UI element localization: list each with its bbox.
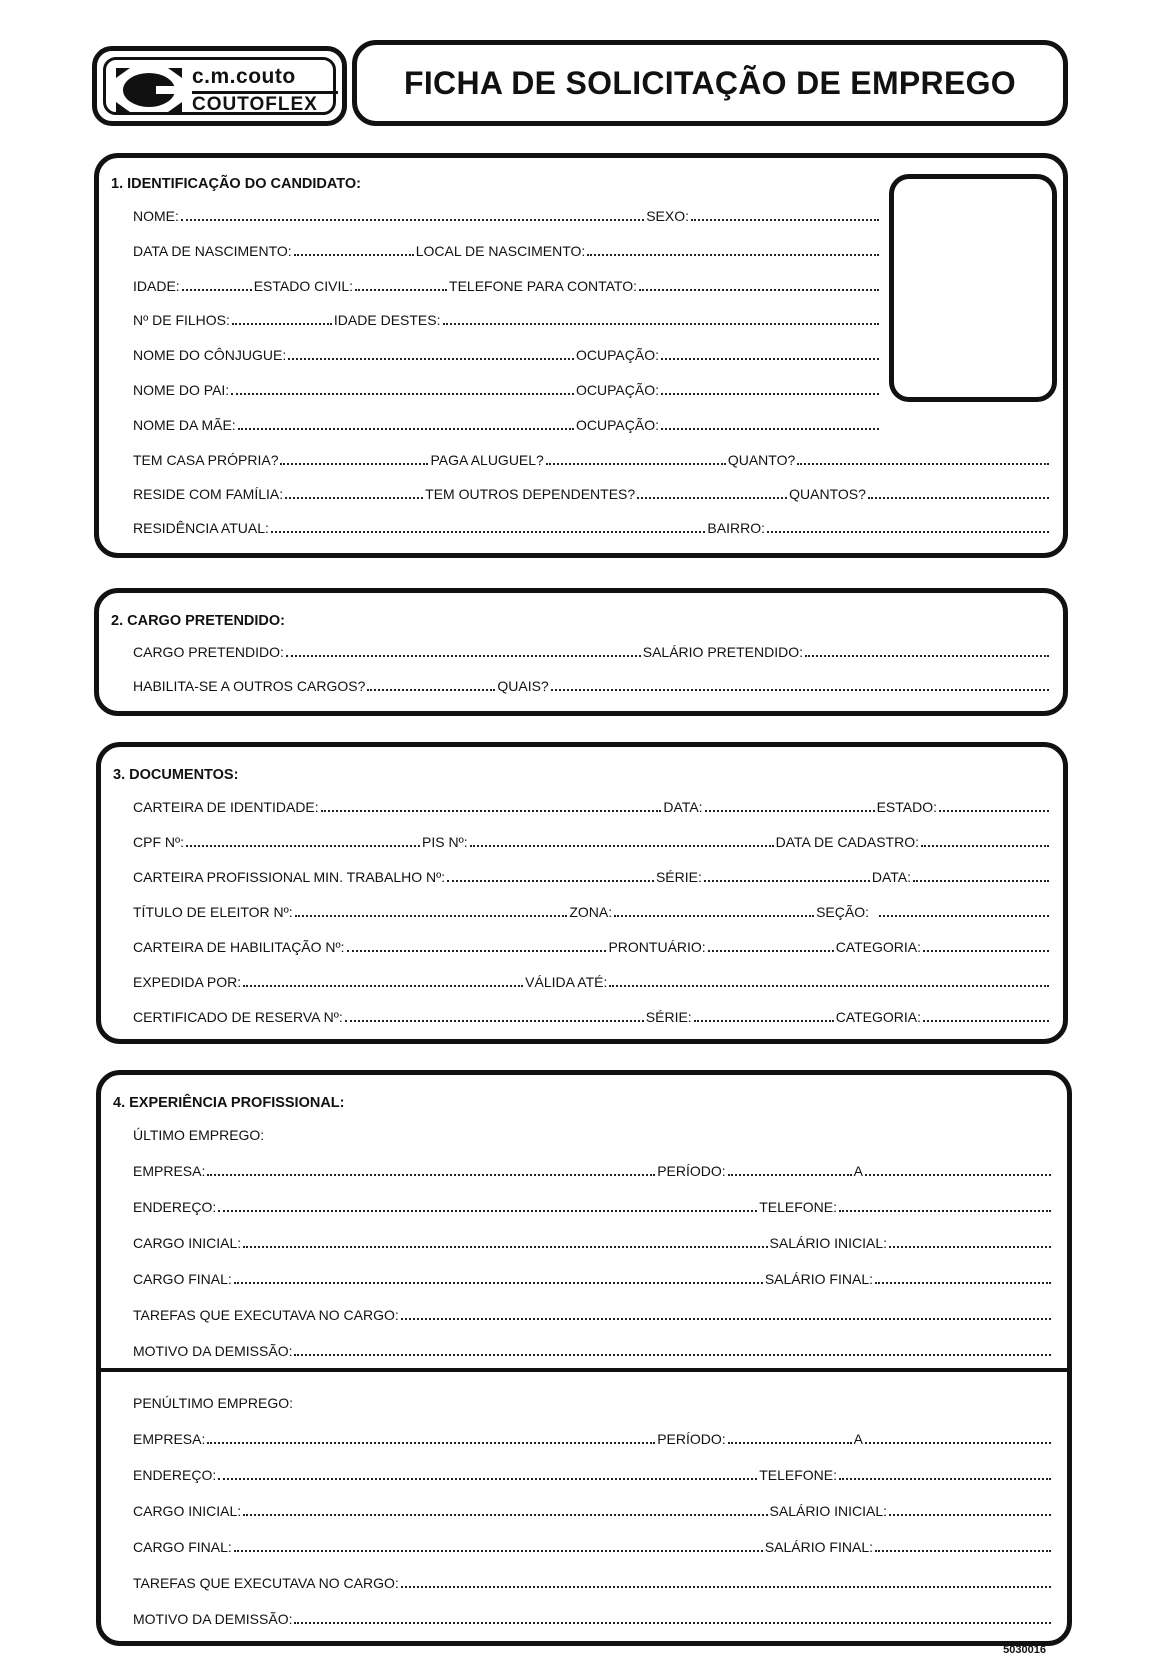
- label-ocupacao: OCUPAÇÃO:: [576, 347, 659, 363]
- field-categoria-reserva[interactable]: [923, 1020, 1049, 1022]
- field-periodo-fim[interactable]: [865, 1442, 1051, 1444]
- field-endereco[interactable]: [218, 1478, 757, 1480]
- field-expedida-por[interactable]: [243, 985, 523, 987]
- field-estado-civil[interactable]: [355, 289, 447, 291]
- label-nome-pai: NOME DO PAI:: [133, 382, 230, 398]
- label-valida-ate: VÁLIDA ATÉ:: [525, 974, 608, 990]
- field-carteira-habilitacao[interactable]: [347, 950, 607, 952]
- row-filhos: [133, 306, 881, 328]
- field-cargo-final[interactable]: [234, 1282, 763, 1284]
- section-title: 4. EXPERIÊNCIA PROFISSIONAL:: [113, 1095, 345, 1111]
- field-habilita-se[interactable]: [367, 689, 495, 691]
- row-cargo-inicial: [133, 1229, 1053, 1251]
- row-cpf: [133, 828, 1051, 850]
- label-periodo: PERÍODO:: [657, 1431, 726, 1447]
- label-nome-conjugue: NOME DO CÔNJUGUE:: [133, 347, 287, 363]
- label-telefone: TELEFONE PARA CONTATO:: [449, 278, 638, 294]
- field-estado[interactable]: [939, 810, 1049, 812]
- row-cargo-final: [133, 1533, 1053, 1555]
- field-titulo-eleitor[interactable]: [295, 915, 568, 917]
- subtitle-penultimo-emprego: PENÚLTIMO EMPREGO:: [133, 1395, 293, 1411]
- field-salario-inicial[interactable]: [889, 1514, 1051, 1516]
- label-data: DATA:: [871, 869, 911, 885]
- field-periodo-fim[interactable]: [865, 1174, 1051, 1176]
- row-expedida: [133, 968, 1051, 990]
- section-identificacao: [94, 153, 1068, 558]
- row-endereco: [133, 1461, 1053, 1483]
- field-casa-propria[interactable]: [280, 463, 428, 465]
- field-sexo[interactable]: [691, 219, 879, 221]
- row-familia: [133, 480, 1051, 502]
- row-tarefas: [133, 1569, 1053, 1591]
- field-nome-conjugue[interactable]: [288, 358, 574, 360]
- field-tarefas[interactable]: [401, 1586, 1051, 1588]
- field-idade[interactable]: [182, 289, 252, 291]
- field-data-cadastro[interactable]: [921, 845, 1049, 847]
- field-cpf[interactable]: [186, 845, 420, 847]
- field-ocupacao-mae[interactable]: [661, 428, 879, 430]
- label-endereco: ENDEREÇO:: [133, 1199, 217, 1215]
- label-local-nascimento: LOCAL DE NASCIMENTO:: [415, 243, 586, 259]
- label-habilita-se: HABILITA-SE A OUTROS CARGOS?: [133, 678, 366, 694]
- label-categoria: CATEGORIA:: [835, 939, 921, 955]
- field-nome[interactable]: [181, 219, 644, 221]
- label-periodo: PERÍODO:: [657, 1163, 726, 1179]
- label-nome: NOME:: [133, 208, 179, 224]
- section-experiencia: [96, 1070, 1072, 1646]
- field-telefone[interactable]: [839, 1478, 1051, 1480]
- field-carteira-profissional[interactable]: [447, 880, 654, 882]
- row-motivo: [133, 1605, 1053, 1627]
- field-n-filhos[interactable]: [232, 323, 332, 325]
- label-certificado-reserva: CERTIFICADO DE RESERVA Nº:: [133, 1009, 343, 1025]
- company-logo: [92, 46, 347, 126]
- label-telefone: TELEFONE:: [759, 1467, 837, 1483]
- label-carteira-profissional: CARTEIRA PROFISSIONAL MIN. TRABALHO Nº:: [133, 869, 446, 885]
- label-tarefas: TAREFAS QUE EXECUTAVA NO CARGO:: [133, 1575, 399, 1591]
- field-serie-reserva[interactable]: [694, 1020, 834, 1022]
- label-serie: SÉRIE:: [645, 1009, 692, 1025]
- field-outros-dependentes[interactable]: [637, 497, 787, 499]
- label-salario-pretendido: SALÁRIO PRETENDIDO:: [642, 644, 803, 660]
- row-pai: [133, 376, 881, 398]
- field-salario-pretendido[interactable]: [805, 655, 1049, 657]
- field-salario-inicial[interactable]: [889, 1246, 1051, 1248]
- label-motivo-demissao: MOTIVO DA DEMISSÃO:: [133, 1611, 293, 1627]
- label-reside-familia: RESIDE COM FAMÍLIA:: [133, 486, 284, 502]
- label-cargo-inicial: CARGO INICIAL:: [133, 1235, 242, 1251]
- field-quanto[interactable]: [797, 463, 1049, 465]
- form-code: 5030016: [1003, 1644, 1046, 1656]
- label-ocupacao: OCUPAÇÃO:: [576, 417, 659, 433]
- field-categoria-habilitacao[interactable]: [923, 950, 1049, 952]
- field-periodo-inicio[interactable]: [728, 1174, 852, 1176]
- field-cargo-final[interactable]: [234, 1550, 763, 1552]
- field-telefone[interactable]: [839, 1210, 1051, 1212]
- label-estado-civil: ESTADO CIVIL:: [253, 278, 354, 294]
- field-endereco[interactable]: [218, 1210, 757, 1212]
- photo-placeholder: [889, 174, 1057, 402]
- field-ocupacao-conjugue[interactable]: [661, 358, 879, 360]
- row-identidade: [133, 793, 1051, 815]
- field-periodo-inicio[interactable]: [728, 1442, 852, 1444]
- section-cargo-pretendido: [94, 588, 1068, 716]
- field-cargo-inicial[interactable]: [243, 1514, 767, 1516]
- label-idade-destes: IDADE DESTES:: [333, 312, 441, 328]
- label-cargo-final: CARGO FINAL:: [133, 1271, 232, 1287]
- field-bairro[interactable]: [767, 531, 1049, 533]
- field-quantos[interactable]: [868, 497, 1049, 499]
- row-nome: [133, 202, 881, 224]
- label-n-filhos: Nº DE FILHOS:: [133, 312, 230, 328]
- subtitle-ultimo-emprego: ÚLTIMO EMPREGO:: [133, 1127, 265, 1143]
- label-cargo-pretendido: CARGO PRETENDIDO:: [133, 644, 284, 660]
- field-prontuario[interactable]: [708, 950, 834, 952]
- label-data-nascimento: DATA DE NASCIMENTO:: [133, 243, 292, 259]
- logo-text-bottom: COUTOFLEX: [192, 94, 318, 115]
- field-zona[interactable]: [614, 915, 814, 917]
- row-conjugue: [133, 341, 881, 363]
- label-pis: PIS Nº:: [422, 834, 468, 850]
- label-sexo: SEXO:: [646, 208, 689, 224]
- label-carteira-habilitacao: CARTEIRA DE HABILITAÇÃO Nº:: [133, 939, 345, 955]
- label-serie: SÉRIE:: [655, 869, 702, 885]
- label-data-cadastro: DATA DE CADASTRO:: [775, 834, 919, 850]
- section-title: 3. DOCUMENTOS:: [113, 767, 239, 783]
- label-quais: QUAIS?: [497, 678, 549, 694]
- label-cpf: CPF Nº:: [133, 834, 185, 850]
- label-cargo-inicial: CARGO INICIAL:: [133, 1503, 242, 1519]
- field-valida-ate[interactable]: [609, 985, 1049, 987]
- row-habilita: [133, 672, 1051, 694]
- field-paga-aluguel[interactable]: [546, 463, 726, 465]
- row-reserva: [133, 1003, 1051, 1025]
- field-serie-profissional[interactable]: [704, 880, 870, 882]
- label-quantos: QUANTOS?: [789, 486, 866, 502]
- label-bairro: BAIRRO:: [707, 520, 765, 536]
- field-data-identidade[interactable]: [705, 810, 875, 812]
- label-expedida-por: EXPEDIDA POR:: [133, 974, 242, 990]
- logo-frame: [103, 57, 336, 115]
- label-nome-mae: NOME DA MÃE:: [133, 417, 236, 433]
- row-endereco: [133, 1193, 1053, 1215]
- field-data-nascimento[interactable]: [294, 254, 414, 256]
- field-tarefas[interactable]: [401, 1318, 1051, 1320]
- row-eleitor: [133, 898, 1051, 920]
- label-estado: ESTADO:: [876, 799, 937, 815]
- section-title: 1. IDENTIFICAÇÃO DO CANDIDATO:: [111, 176, 361, 192]
- label-empresa: EMPRESA:: [133, 1163, 206, 1179]
- label-motivo-demissao: MOTIVO DA DEMISSÃO:: [133, 1343, 293, 1359]
- row-cargo-inicial: [133, 1497, 1053, 1519]
- field-salario-final[interactable]: [875, 1282, 1051, 1284]
- label-salario-inicial: SALÁRIO INICIAL:: [769, 1235, 887, 1251]
- label-empresa: EMPRESA:: [133, 1431, 206, 1447]
- row-empresa: [133, 1157, 1053, 1179]
- title-frame: [352, 40, 1068, 126]
- row-nascimento: [133, 237, 881, 259]
- field-secao[interactable]: [879, 915, 1049, 917]
- label-residencia-atual: RESIDÊNCIA ATUAL:: [133, 520, 269, 536]
- row-habilitacao: [133, 933, 1051, 955]
- label-carteira-identidade: CARTEIRA DE IDENTIDADE:: [133, 799, 319, 815]
- field-salario-final[interactable]: [875, 1550, 1051, 1552]
- field-data-profissional[interactable]: [913, 880, 1049, 882]
- section-documentos: [96, 742, 1068, 1044]
- row-tarefas: [133, 1301, 1053, 1323]
- label-a: A: [853, 1163, 863, 1179]
- label-categoria: CATEGORIA:: [835, 1009, 921, 1025]
- label-secao: SEÇÃO:: [816, 904, 869, 920]
- field-telefone[interactable]: [639, 289, 879, 291]
- field-empresa[interactable]: [207, 1174, 655, 1176]
- field-cargo-inicial[interactable]: [243, 1246, 767, 1248]
- label-ocupacao: OCUPAÇÃO:: [576, 382, 659, 398]
- label-zona: ZONA:: [569, 904, 613, 920]
- label-outros-dependentes: TEM OUTROS DEPENDENTES?: [425, 486, 636, 502]
- section-title: 2. CARGO PRETENDIDO:: [111, 613, 286, 629]
- field-motivo-demissao[interactable]: [294, 1622, 1051, 1624]
- label-prontuario: PRONTUÁRIO:: [608, 939, 706, 955]
- label-casa-propria: TEM CASA PRÓPRIA?: [133, 452, 279, 468]
- field-certificado-reserva[interactable]: [345, 1020, 644, 1022]
- field-pis[interactable]: [470, 845, 774, 847]
- field-nome-pai[interactable]: [231, 393, 574, 395]
- field-nome-mae[interactable]: [238, 428, 574, 430]
- row-carteira-profissional: [133, 863, 1051, 885]
- field-idade-destes[interactable]: [443, 323, 880, 325]
- label-tarefas: TAREFAS QUE EXECUTAVA NO CARGO:: [133, 1307, 399, 1323]
- label-cargo-final: CARGO FINAL:: [133, 1539, 232, 1555]
- row-empresa: [133, 1425, 1053, 1447]
- logo-mark-icon: [116, 68, 182, 112]
- row-cargo-final: [133, 1265, 1053, 1287]
- label-telefone: TELEFONE:: [759, 1199, 837, 1215]
- field-ocupacao-pai[interactable]: [661, 393, 879, 395]
- row-residencia: [133, 514, 1051, 536]
- field-residencia-atual[interactable]: [271, 531, 706, 533]
- field-local-nascimento[interactable]: [587, 254, 879, 256]
- label-a: A: [853, 1431, 863, 1447]
- row-idade: [133, 272, 881, 294]
- row-casa: [133, 446, 1051, 468]
- label-salario-final: SALÁRIO FINAL:: [764, 1271, 873, 1287]
- label-endereco: ENDEREÇO:: [133, 1467, 217, 1483]
- field-carteira-identidade[interactable]: [321, 810, 662, 812]
- label-salario-inicial: SALÁRIO INICIAL:: [769, 1503, 887, 1519]
- label-titulo-eleitor: TÍTULO DE ELEITOR Nº:: [133, 904, 293, 920]
- form-title: FICHA DE SOLICITAÇÃO DE EMPREGO: [404, 65, 1016, 101]
- field-empresa[interactable]: [207, 1442, 655, 1444]
- field-quais[interactable]: [551, 689, 1049, 691]
- row-motivo: [133, 1337, 1053, 1359]
- label-paga-aluguel: PAGA ALUGUEL?: [430, 452, 544, 468]
- section-divider: [101, 1368, 1067, 1372]
- row-mae: [133, 411, 881, 433]
- label-salario-final: SALÁRIO FINAL:: [764, 1539, 873, 1555]
- label-data: DATA:: [663, 799, 703, 815]
- row-cargo: [133, 638, 1051, 660]
- label-idade: IDADE:: [133, 278, 180, 294]
- field-reside-familia[interactable]: [285, 497, 423, 499]
- field-motivo-demissao[interactable]: [294, 1354, 1051, 1356]
- logo-text-top: c.m.couto: [192, 65, 296, 88]
- label-quanto: QUANTO?: [727, 452, 796, 468]
- field-cargo-pretendido[interactable]: [286, 655, 641, 657]
